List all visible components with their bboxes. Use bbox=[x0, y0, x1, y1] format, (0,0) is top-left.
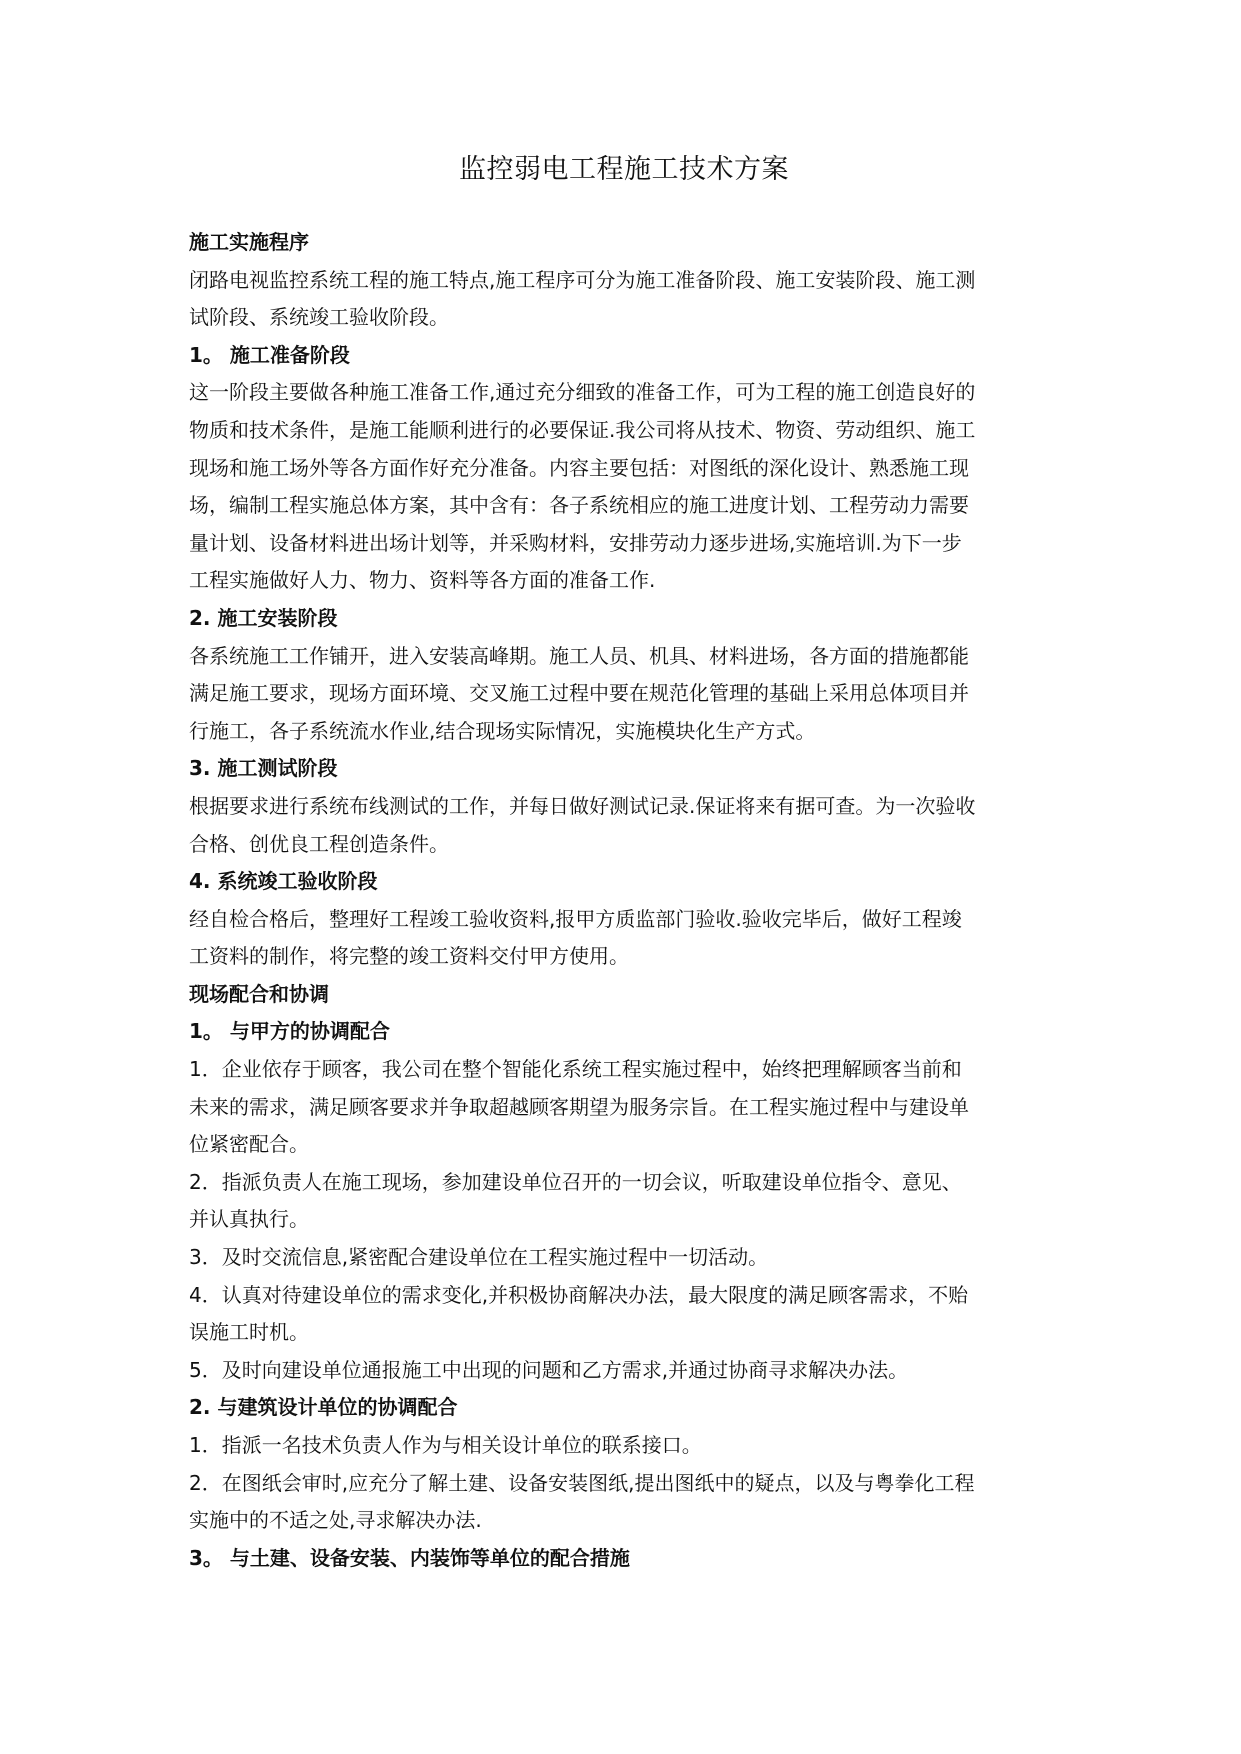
body-text-line: 合格、创优良工程创造条件。 bbox=[189, 831, 449, 856]
section-heading: 1。 与甲方的协调配合 bbox=[189, 1019, 390, 1044]
body-text-line: 实施中的不适之处,寻求解决办法. bbox=[189, 1508, 482, 1533]
body-text-line: 工程实施做好人力、物力、资料等各方面的准备工作. bbox=[189, 568, 656, 593]
body-text-line: 4．认真对待建设单位的需求变化,并积极协商解决办法，最大限度的满足顾客需求，不贻 bbox=[189, 1282, 969, 1307]
body-text-line: 这一阶段主要做各种施工准备工作,通过充分细致的准备工作，可为工程的施工创造良好的 bbox=[189, 380, 976, 405]
body-text-line: 根据要求进行系统布线测试的工作，并每日做好测试记录.保证将来有据可查。为一次验收 bbox=[189, 793, 976, 818]
section-heading: 1。 施工准备阶段 bbox=[189, 342, 350, 367]
body-text-line: 闭路电视监控系统工程的施工特点,施工程序可分为施工准备阶段、施工安装阶段、施工测 bbox=[189, 267, 976, 292]
section-heading: 2. 施工安装阶段 bbox=[189, 605, 338, 630]
document-content bbox=[189, 150, 1059, 1577]
body-text-line: 1．指派一名技术负责人作为与相关设计单位的联系接口。 bbox=[189, 1433, 702, 1457]
section-heading: 2. 与建筑设计单位的协调配合 bbox=[189, 1395, 458, 1420]
body-text-line: 未来的需求，满足顾客要求并争取超越顾客期望为服务宗旨。在工程实施过程中与建设单 bbox=[189, 1094, 969, 1119]
body-text-line: 量计划、设备材料进出场计划等，并采购材料，安排劳动力逐步进场,实施培训.为下一步 bbox=[189, 530, 962, 555]
body-text-line: 误施工时机。 bbox=[189, 1320, 309, 1345]
section-heading: 3。 与土建、设备安装、内装饰等单位的配合措施 bbox=[189, 1545, 630, 1570]
body-text-line: 现场和施工场外等各方面作好充分准备。内容主要包括：对图纸的深化设计、熟悉施工现 bbox=[189, 455, 969, 480]
body-text-line: 满足施工要求，现场方面环境、交叉施工过程中要在规范化管理的基础上采用总体项目并 bbox=[189, 681, 969, 706]
document-title: 监控弱电工程施工技术方案 bbox=[459, 154, 789, 185]
document-body bbox=[189, 224, 1059, 1577]
body-text-line: 2．指派负责人在施工现场，参加建设单位召开的一切会议，听取建设单位指令、意见、 bbox=[189, 1169, 962, 1194]
section-heading: 4. 系统竣工验收阶段 bbox=[189, 869, 378, 894]
body-text-line: 并认真执行。 bbox=[189, 1207, 309, 1232]
section-heading: 3. 施工测试阶段 bbox=[189, 756, 338, 781]
body-text-line: 经自检合格后，整理好工程竣工验收资料,报甲方质监部门验收.验收完毕后，做好工程竣 bbox=[189, 906, 962, 931]
body-text-line: 位紧密配合。 bbox=[189, 1132, 309, 1157]
section-heading: 施工实施程序 bbox=[189, 230, 309, 254]
body-text-line: 5．及时向建设单位通报施工中出现的问题和乙方需求,并通过协商寻求解决办法。 bbox=[189, 1357, 909, 1382]
body-text-line: 工资料的制作，将完整的竣工资料交付甲方使用。 bbox=[189, 944, 629, 969]
body-text-line: 物质和技术条件，是施工能顺利进行的必要保证.我公司将从技术、物资、劳动组织、施工 bbox=[189, 417, 976, 442]
body-text-line: 2．在图纸会审时,应充分了解土建、设备安装图纸,提出图纸中的疑点，以及与粤拳化工程 bbox=[189, 1470, 975, 1495]
body-text-line: 各系统施工工作铺开，进入安装高峰期。施工人员、机具、材料进场，各方面的措施都能 bbox=[189, 643, 969, 668]
body-text-line: 3．及时交流信息,紧密配合建设单位在工程实施过程中一切活动。 bbox=[189, 1245, 769, 1270]
body-text-line: 行施工，各子系统流水作业,结合现场实际情况，实施模块化生产方式。 bbox=[189, 718, 816, 743]
section-heading: 现场配合和协调 bbox=[189, 981, 329, 1006]
body-text-line: 试阶段、系统竣工验收阶段。 bbox=[189, 305, 449, 330]
body-text-line: 1．企业依存于顾客，我公司在整个智能化系统工程实施过程中，始终把理解顾客当前和 bbox=[189, 1057, 962, 1082]
body-text-line: 场，编制工程实施总体方案，其中含有：各子系统相应的施工进度计划、工程劳动力需要 bbox=[189, 493, 969, 518]
